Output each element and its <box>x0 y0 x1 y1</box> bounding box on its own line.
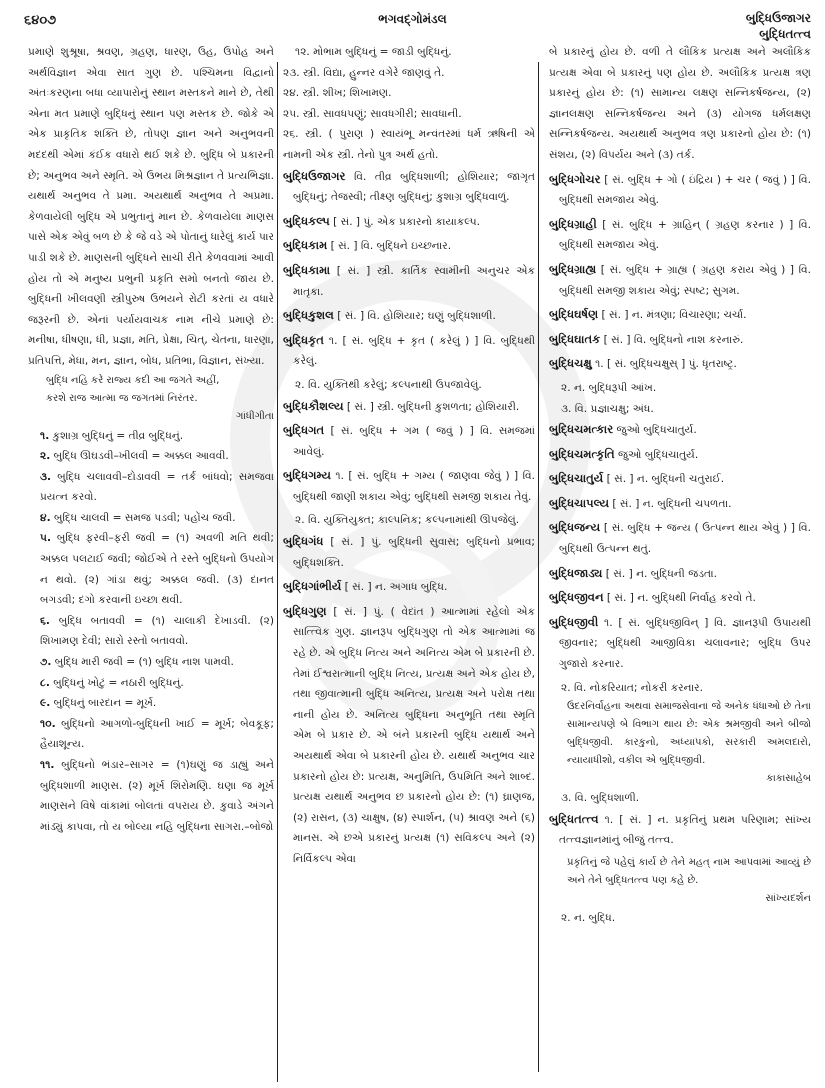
guide-word-bottom: બુદ્ધિતત્ત્વ <box>759 27 811 41</box>
entry-quote: ઉદરનિર્વાહના અથવા સમાજસેવાના જે અનેક ધંધાઓ છે તેના સામાન્યપણે બે વિભાગ થાય છે: એક શ્રમજીવી અને બીજો બુદ્ધિજીવી. કારકુનો, અધ્યાપકો, સરકારી અમલદારો, ન્યાયાધીશો, વકીલ એ બુદ્ધિજીવી. <box>567 701 811 767</box>
dictionary-entry <box>549 587 811 609</box>
dictionary-entry <box>283 576 535 598</box>
entry-definition <box>549 169 811 211</box>
dictionary-entry <box>283 531 535 573</box>
entry-text: [ સં. ] ન. બુદ્ધિની ચતુરાઈ. <box>606 473 725 486</box>
entry-text: [ સં. ] ન. અગાધ બુદ્ધિ. <box>344 581 448 594</box>
entry-text: [ સં. ] વિ. બુદ્ધિનો નાશ કરનારું. <box>603 333 744 346</box>
dictionary-entry <box>549 468 811 490</box>
entry-definition <box>283 420 535 462</box>
idiom-item <box>28 467 274 508</box>
entry-headword: બુદ્ધિગ્રાહી <box>549 216 597 231</box>
idiom-item <box>28 714 274 755</box>
dictionary-entry <box>549 419 811 441</box>
entry-headword: બુદ્ધિચમત્કૃતિ <box>549 446 615 461</box>
dictionary-columns <box>0 42 825 1082</box>
sense-item <box>283 63 535 84</box>
dictionary-entry <box>283 396 535 418</box>
idiom-text: બુદ્ધિ બતાવવી = (૧) ચાલાકી દેખાડવી. (૨) શિખામણ દેવી; સારો રસ્તો બતાવવો. <box>40 614 274 648</box>
entry-definition <box>549 612 811 675</box>
dictionary-entry <box>549 169 811 211</box>
entry-definition <box>283 235 535 257</box>
sense-text: સ્ત્રી. સાવધપણું; સાવધગીરી; સાવધાની. <box>302 107 462 120</box>
entry-text: [ સં. ] ન. બુદ્ધિની જડતા. <box>605 567 718 580</box>
dictionary-entry <box>283 420 535 462</box>
entry-definition <box>283 166 535 208</box>
entry-headword: બુદ્ધિકામ <box>283 238 328 253</box>
entry-headword: બુદ્ધિગ્રાહ્ય <box>549 261 597 276</box>
idiom-text: બુદ્ધિનું બારદાન = મૂર્ખ. <box>53 697 157 710</box>
dictionary-entry <box>283 465 535 531</box>
idiom-item <box>28 755 274 837</box>
entry-definition <box>549 259 811 301</box>
entry-sense: ૩. વિ. બુદ્ધિશાળી. <box>561 792 640 805</box>
idiom-number: ૧૧. <box>40 759 55 771</box>
sense-text: સ્ત્રી. શીખ; શિખામણ. <box>302 87 392 100</box>
entry-text: [ સં. બુદ્ધિ + ગો ( ઇંદ્રિય ) + ચર ( જવું ) ] વિ. બુદ્ધિથી સમજાય એવું. <box>559 173 811 207</box>
idiom-text: બુદ્ધિ ચાલવી = સમજ પડવી; પહોંચ જવી. <box>53 511 236 524</box>
idiom-number: ૪. <box>40 511 51 524</box>
entry-headword: બુદ્ધિજાડ્ય <box>549 565 603 580</box>
idiom-item <box>28 426 274 447</box>
entry-definition <box>549 214 811 256</box>
guide-words <box>746 10 811 42</box>
column-divider-2 <box>538 62 539 1072</box>
dictionary-entry <box>283 166 535 208</box>
entry-text: [ સં. ] ન. બુદ્ધિની ચપળતા. <box>612 497 732 510</box>
entry-headword: બુદ્ધિકલ્પ <box>283 213 330 228</box>
entry-definition <box>283 601 535 870</box>
dictionary-entry <box>549 214 811 256</box>
idiom-number: ૧૦. <box>40 717 56 730</box>
sense-item <box>283 104 535 125</box>
entry-text: ૧. [ સં. બુદ્ધિચક્ષુસ્ ] પું. ધૃતરાષ્ટ્ર. <box>595 358 737 371</box>
idiom-number: ૫. <box>40 532 51 545</box>
entry-list <box>549 169 811 929</box>
idiom-number: ૮. <box>40 676 50 689</box>
dictionary-entry <box>549 353 811 419</box>
book-title: ભગવદ્ગોમંડલ <box>378 12 447 26</box>
entry-text: [ સં. ] વિ. બુદ્ધિને ઇચ્છનાર. <box>330 240 452 253</box>
sense-text: સ્ત્રી. ( પુરાણ ) સ્વાયંભૂ મન્વંતરમાં ધર્મ ઋષિની એ નામની એક સ્ત્રી. તેનો પુત્ર અર્થ હતો. <box>283 128 536 161</box>
quote-source: સાંખ્યદર્શન <box>765 893 811 904</box>
entry-text: [ સં. બુદ્ધિ + ગ્રાહિન્ ( ગ્રહણ કરનાર ) ] વિ. બુદ્ધિથી સમજાય એવું. <box>559 218 811 252</box>
entry-text: [ સં. ] વિ. હોશિયાર; ઘણું બુદ્ધિશાળી. <box>337 310 496 323</box>
page-header <box>0 0 825 41</box>
sense-list <box>283 63 535 166</box>
idiom-item <box>28 693 274 714</box>
entry-headword: બુદ્ધિજીવન <box>549 590 604 605</box>
page-number: ૬૪૦૭ <box>24 13 57 28</box>
sense-number: ૨૪. <box>283 87 300 100</box>
idiom-item <box>28 611 274 652</box>
dictionary-entry <box>549 563 811 585</box>
dictionary-entry <box>283 211 535 233</box>
quote-source: કાકાસાહેબ <box>766 773 811 785</box>
entry-definition <box>549 493 811 515</box>
idiom-item <box>28 673 274 694</box>
entry-definition <box>549 304 811 326</box>
column-1 <box>28 42 274 837</box>
entry-text: ૧. [ સં. બુદ્ધિ + કૃત ( કરેલું ) ] વિ. બુદ્ધિથી કરેલું. <box>293 334 535 368</box>
column-2 <box>283 42 535 873</box>
idiom-text: બુદ્ધિનો ભંડાર–સાગર = (૧)ઘણું જ ડાહ્યું અને બુદ્ધિશાળી માણસ. (૨) મૂર્ખ શિરોમણિ. ઘણા જ મૂર્ખ માણસને વિષે વાંકામાં બોલતાં વપરાય છે. કુવાડે અંગને માંડ્યું કાપવા, તો ય બોલ્યા નહિ બુદ્ધિના સાગરા.–બોજો <box>40 759 274 833</box>
dictionary-entry <box>549 612 811 809</box>
entry-text: [ સં. ] સ્ત્રી. કાર્તિક સ્વામીની અનુચર એક માતૃકા. <box>293 264 536 298</box>
idiom-number: ૯. <box>40 697 51 710</box>
quote-line: બુદ્ધિ નહિ કરે રાજ્ય કદી આ જગતે અહીં, <box>46 374 220 386</box>
sense-number: ૨૫. <box>283 107 300 120</box>
entry-definition <box>283 260 535 302</box>
idiom-number: ૧. <box>40 429 50 442</box>
idiom-number: ૭. <box>40 656 52 669</box>
entry-headword: બુદ્ધિચાતુર્ય <box>549 471 604 486</box>
entry-definition <box>283 396 535 418</box>
column-3 <box>549 42 811 929</box>
entry-headword: બુદ્ધિગત <box>283 423 325 438</box>
entry-sense: ૨. વિ. યુક્તિયુક્ત; કાલ્પનિક; કલ્પનામાંથી ઊપજેલું. <box>295 514 520 527</box>
entry-headword: બુદ્ધિચમત્કાર <box>549 422 614 437</box>
entry-definition <box>549 563 811 585</box>
entry-definition <box>283 576 535 598</box>
entry-headword: બુદ્ધિતત્ત્વ <box>549 811 599 826</box>
entry-headword: બુદ્ધિગુણ <box>283 603 327 618</box>
entry-definition <box>549 444 811 466</box>
entry-sense: ૨. વિ. નોકરિયાત; નોકરી કરનાર. <box>561 681 703 694</box>
dictionary-entry <box>283 330 535 396</box>
entry-headword: બુદ્ધિજીવી <box>549 614 599 629</box>
idiom-text: કુશાગ્ર બુદ્ધિનું = તીવ્ર બુદ્ધિનું. <box>52 429 184 442</box>
entry-text: ૧. [ સં. બુદ્ધિ + ગમ્ય ( જાણવા જેવું ) ] વિ. બુદ્ધિથી જાણી શકાય એવું; બુદ્ધિથી સમજી શકાય તેવું. <box>293 470 535 503</box>
continuation-paragraph: પ્રમાણે શુશ્રૂષા, શ્રવણ, ગ્રહણ, ધારણ, ઉહ, ઉપોહ અને અર્થવિજ્ઞાન એવા સાત ગુણ છે. પશ્ચિમના વિદ્વાનો અંતઃકરણના બધા વ્યાપારોનું સ્થાન મસ્તકને માને છે, તેથી એના મત પ્રમાણે બુદ્ધિનું સ્થાન પણ મસ્તક છે. જોકે એ એક પ્રાકૃતિક શક્તિ છે, તોપણ જ્ઞાન અને અનુભવની મદદથી એમાં કંઈક વધારો થઈ શકે છે. બુદ્ધિ બે પ્રકારની છે; અનુભવ અને સ્મૃતિ. એ ઉભય મિશ્રજ્ઞાન તે પ્રત્યભિજ્ઞા. યથાર્થ અનુભવ તે પ્રમા. અયથાર્થ અનુભવ તે અપ્રમા. કેળવાયેલી બુદ્ધિ એ પ્રભુતાનું માન છે. કેળવાયેલા માણસ પાસે એક એવું બળ છે કે જે વડે એ પોતાનું ધારેલું કાર્ય પાર પાડી શકે છે. માણસની બુદ્ધિને સાચી રીતે કેળવવામાં આવી હોય તો એ મનુષ્ય પ્રભુની પ્રકૃતિ સમો બનતો જાય છે. બુદ્ધિની ખીલવણી સ્ત્રીપુરુષ ઉભયને રોટી કરતાં ય વધારે જરૂરની છે. એનાં પર્યાયવાચક નામ નીચે પ્રમાણે છે: મનીષા, ધીષણા, ધી, પ્રજ્ઞા, મતિ, પ્રેક્ષા, ચિત્, ચેતના, ધારણા, પ્રતિપત્તિ, મેધા, મન, જ્ઞાન, બોધ, પ્રતિભા, વિજ્ઞાન, સંખ્યા. <box>28 46 274 367</box>
sense-number: ૨૩. <box>283 66 300 79</box>
entry-headword: બુદ્ધિકૃત <box>283 332 324 347</box>
idiom-list <box>28 426 274 838</box>
entry-text: વિ. તીવ્ર બુદ્ધિશાળી; હોશિયાર; જાગૃત બુદ્ધિનું; તેજસ્વી; તીક્ષ્ણ બુદ્ધિનું; કુશાગ્ર બુદ્ધિવાળું. <box>293 170 535 204</box>
entry-headword: બુદ્ધિઘાતક <box>549 331 601 346</box>
continuation-paragraph: બે પ્રકારનું હોય છે. વળી તે લૌકિક પ્રત્યક્ષ અને અલૌકિક પ્રત્યક્ષ એવા બે પ્રકારનું પણ હોય છે. અલૌકિક પ્રત્યક્ષ ત્રણ પ્રકારનું હોય છે: (૧) સામાન્ય લક્ષણ સન્નિકર્ષજન્ય, (૨) જ્ઞાનલક્ષણ સન્નિકર્ષજન્ય અને (૩) યોગજ ધર્મલક્ષણ સન્નિકર્ષજન્ય. અયથાર્થ અનુભવ ત્રણ પ્રકારનો હોય છે: (૧) સંશય, (૨) વિપર્યય અને (૩) તર્ક. <box>549 46 811 161</box>
idiom-number: ૬. <box>40 614 50 627</box>
sense-item <box>283 83 535 104</box>
entry-sense: ૨. ન. બુદ્ધિરૂપી આંખ. <box>561 381 657 394</box>
dictionary-entry <box>549 329 811 351</box>
entry-definition <box>283 531 535 573</box>
dictionary-entry <box>549 444 811 466</box>
entry-headword: બુદ્ધિચાપલ્ય <box>549 495 610 510</box>
entry-definition <box>549 517 811 559</box>
entry-text: ૧. [ સં. ] ન. પ્રકૃતિનું પ્રથમ પરિણામ; સાંખ્ય તત્ત્વજ્ઞાનમાંનું બીજું તત્ત્વ. <box>559 813 811 847</box>
entry-definition <box>549 419 811 441</box>
idiom-number: ૩. <box>40 470 52 483</box>
entry-definition <box>283 330 535 372</box>
entry-text: ૧. [ સં. બુદ્ધિજીવિન્ ] વિ. જ્ઞાનરૂપી ઉપાયથી જીવનાર; બુદ્ધિથી આજીવિકા ચલાવનાર; બુદ્ધિ ઉપર ગુજારો કરનાર. <box>559 616 811 671</box>
entry-list <box>283 166 535 870</box>
entry-definition <box>283 305 535 327</box>
quote-line: કરશે રાજ આત્મા જ જગતમાં નિરંતર. <box>46 392 198 404</box>
entry-definition <box>283 211 535 233</box>
idiom-item <box>28 652 274 673</box>
entry-headword: બુદ્ધિજન્ય <box>549 520 601 535</box>
dictionary-entry <box>549 304 811 326</box>
dictionary-entry <box>549 259 811 301</box>
sense-item <box>283 124 535 165</box>
sense-number: ૨૬. <box>283 128 299 141</box>
entry-definition <box>549 587 811 609</box>
entry-text: [ સં. બુદ્ધિ + ગ્રાહ્ય ( ગ્રહણ કરાય એવું ) ] વિ. બુદ્ધિથી સમજી શકાય એવું; સ્પષ્ટ; સુગમ. <box>559 263 811 297</box>
guide-word-top: બુદ્ધિઉજાગર <box>745 11 811 25</box>
entry-definition <box>283 465 535 507</box>
dictionary-entry <box>549 517 811 559</box>
idiom-text: બુદ્ધિ ફરવી–ફરી જવી = (૧) અવળી મતિ થવી; અક્કલ પલટાઈ જવી; જોઈએ તે રસ્તે બુદ્ધિનો ઉપયોગ ન થવો. (૨) ગાંડા થવું; અક્કલ જવી. (૩) દાનત બગડવી; દગો કરવાની ઇચ્છા થવી. <box>40 532 274 607</box>
entry-headword: બુદ્ધિગમ્ય <box>283 468 331 483</box>
entry-text: [ સં. ] ન. બુદ્ધિથી નિર્વાહ કરવો તે. <box>606 592 756 605</box>
idiom-item <box>28 508 274 529</box>
entry-text: જુઓ બુદ્ધિચાતુર્ય. <box>616 424 697 437</box>
entry-text: [ સં. બુદ્ધિ + ગમ ( જવું ) ] વિ. સમજમાં આવેલું. <box>293 425 535 458</box>
entry-headword: બુદ્ધિકૌશલ્ય <box>283 398 344 413</box>
idiom-text: બુદ્ધિનું ખોટું = નઠારી બુદ્ધિનું. <box>53 676 184 689</box>
entry-definition <box>549 468 811 490</box>
entry-headword: બુદ્ધિગંધ <box>283 534 324 549</box>
entry-sense: ૨. વિ. યુક્તિથી કરેલું; કલ્પનાથી ઉપજાવેલું. <box>295 378 482 391</box>
entry-headword: બુદ્ધિઘર્ષણ <box>549 307 599 322</box>
entry-sense: ૨. ન. બુદ્ધિ. <box>561 912 616 924</box>
entry-text: [ સં. ] ન. મંત્રણા; વિચારણા; ચર્ચા. <box>601 309 747 322</box>
dictionary-entry <box>549 809 811 929</box>
column-divider-1 <box>277 62 278 1082</box>
idiom-text: બુદ્ધિ ચલાવવી–દોડાવવી = તર્ક બાંધવો; સમજવા પ્રયત્ન કરવો. <box>40 470 275 504</box>
idiom-text: બુદ્ધિનો આગળો-બુદ્ધિની ખાઈ = મૂર્ખ; બેવકૂફ; હૈયાશૂન્ય. <box>40 717 274 751</box>
dictionary-entry <box>283 260 535 302</box>
entry-definition <box>549 353 811 375</box>
entry-quote: પ્રકૃતિનું જે પહેલું કાર્ય છે તેને મહત્ નામ આપવામાં આવ્યું છે અને તેને બુદ્ધિતત્ત્વ પણ કહે છે. <box>567 857 811 886</box>
idiom-text: બુદ્ધિ ઊઘડવી–ખીલવી = અક્કલ આવવી. <box>53 450 229 463</box>
quote-source: ગાંધીગીતા <box>236 410 274 422</box>
idiom-item <box>28 528 274 610</box>
entry-sense: ૩. વિ. પ્રજ્ઞાચક્ષુ; અંધ. <box>561 402 654 415</box>
dictionary-entry <box>283 305 535 327</box>
entry-definition <box>549 329 811 351</box>
entry-text: [ સં. ] સ્ત્રી. બુદ્ધિની કુશળતા; હોશિયારી. <box>346 400 520 413</box>
entry-text: [ સં. બુદ્ધિ + જન્ય ( ઉત્પન્ન થાય એવું ) ] વિ. બુદ્ધિથી ઉત્પન્ન થતું. <box>559 522 811 556</box>
dictionary-entry <box>549 493 811 515</box>
idiom-text: બુદ્ધિ મારી જવી = (૧) બુદ્ધિ નાશ પામવી. <box>54 656 234 669</box>
idiom-item: ૧૨. મોભામ બુદ્ધિનું = જાડી બુદ્ધિનું. <box>295 46 452 58</box>
entry-text: [ સં. ] પું. એક પ્રકારનો કાયાકલ્પ. <box>333 215 480 228</box>
entry-text: [ સં. ] પું. બુદ્ધિની સુવાસ; બુદ્ધિનો પ્રભાવ; બુદ્ધિશક્તિ. <box>293 536 535 569</box>
entry-headword: બુદ્ધિગાંભીર્ય <box>283 579 342 594</box>
entry-definition <box>549 809 811 851</box>
entry-headword: બુદ્ધિકુશલ <box>283 308 334 323</box>
dictionary-entry <box>283 601 535 870</box>
entry-headword: બુદ્ધિગોચર <box>549 171 601 186</box>
sense-text: સ્ત્રી. વિદ્યા, હુન્નર વગેરે જાણવું તે. <box>303 66 445 79</box>
entry-text: જુઓ બુદ્ધિચાતુર્ય. <box>618 448 699 461</box>
idiom-number: ૨. <box>40 450 51 463</box>
entry-headword: બુદ્ધિકામા <box>283 262 331 277</box>
entry-headword: બુદ્ધિચક્ષુ <box>549 356 592 371</box>
idiom-item <box>28 446 274 467</box>
entry-text: [ સં. ] પું. ( વેદાંત ) આત્મામાં રહેલો એક સાત્ત્વિક ગુણ. જ્ઞાનરૂપ બુદ્ધિગુણ તો એક આત્મામાં જ રહે છે. એ બુદ્ધિ નિત્ય અને અનિત્ય એમ બે પ્રકારની છે. તેમાં ઈશ્વરાત્માની બુદ્ધિ નિત્ય, પ્રત્યક્ષ અને એક હોય છે, તથા જીવાત્માની બુદ્ધિ અનિત્ય, પ્રત્યક્ષ અને પરોક્ષ તથા નાની હોય છે. અનિત્ય બુદ્ધિના અનુભૂતિ તથા સ્મૃતિ એમ બે પ્રકાર છે. એ બંને પ્રકારની બુદ્ધિ યથાર્થ અને અયથાર્થ એવા બે પ્રકારની હોય છે. યથાર્થ અનુભવ ચાર પ્રકારનો હોય છે: પ્રત્યક્ષ, અનુમિતિ, ઉપમિતિ અને શાબ્દ. પ્રત્યક્ષ યથાર્થ અનુભવ છ પ્રકારનો હોય છે: (૧) ઘ્રાણજ, (૨) રાસન, (૩) ચાક્ષુષ, (૪) સ્પાર્શન, (૫) શ્રાવણ અને (૬) માનસ. એ છએ પ્રકારનું પ્રત્યક્ષ (૧) સવિકલ્પ અને (૨) નિર્વિકલ્પ એવા <box>293 605 535 865</box>
entry-headword: બુદ્ધિઉજાગર <box>283 168 346 183</box>
dictionary-entry <box>283 235 535 257</box>
